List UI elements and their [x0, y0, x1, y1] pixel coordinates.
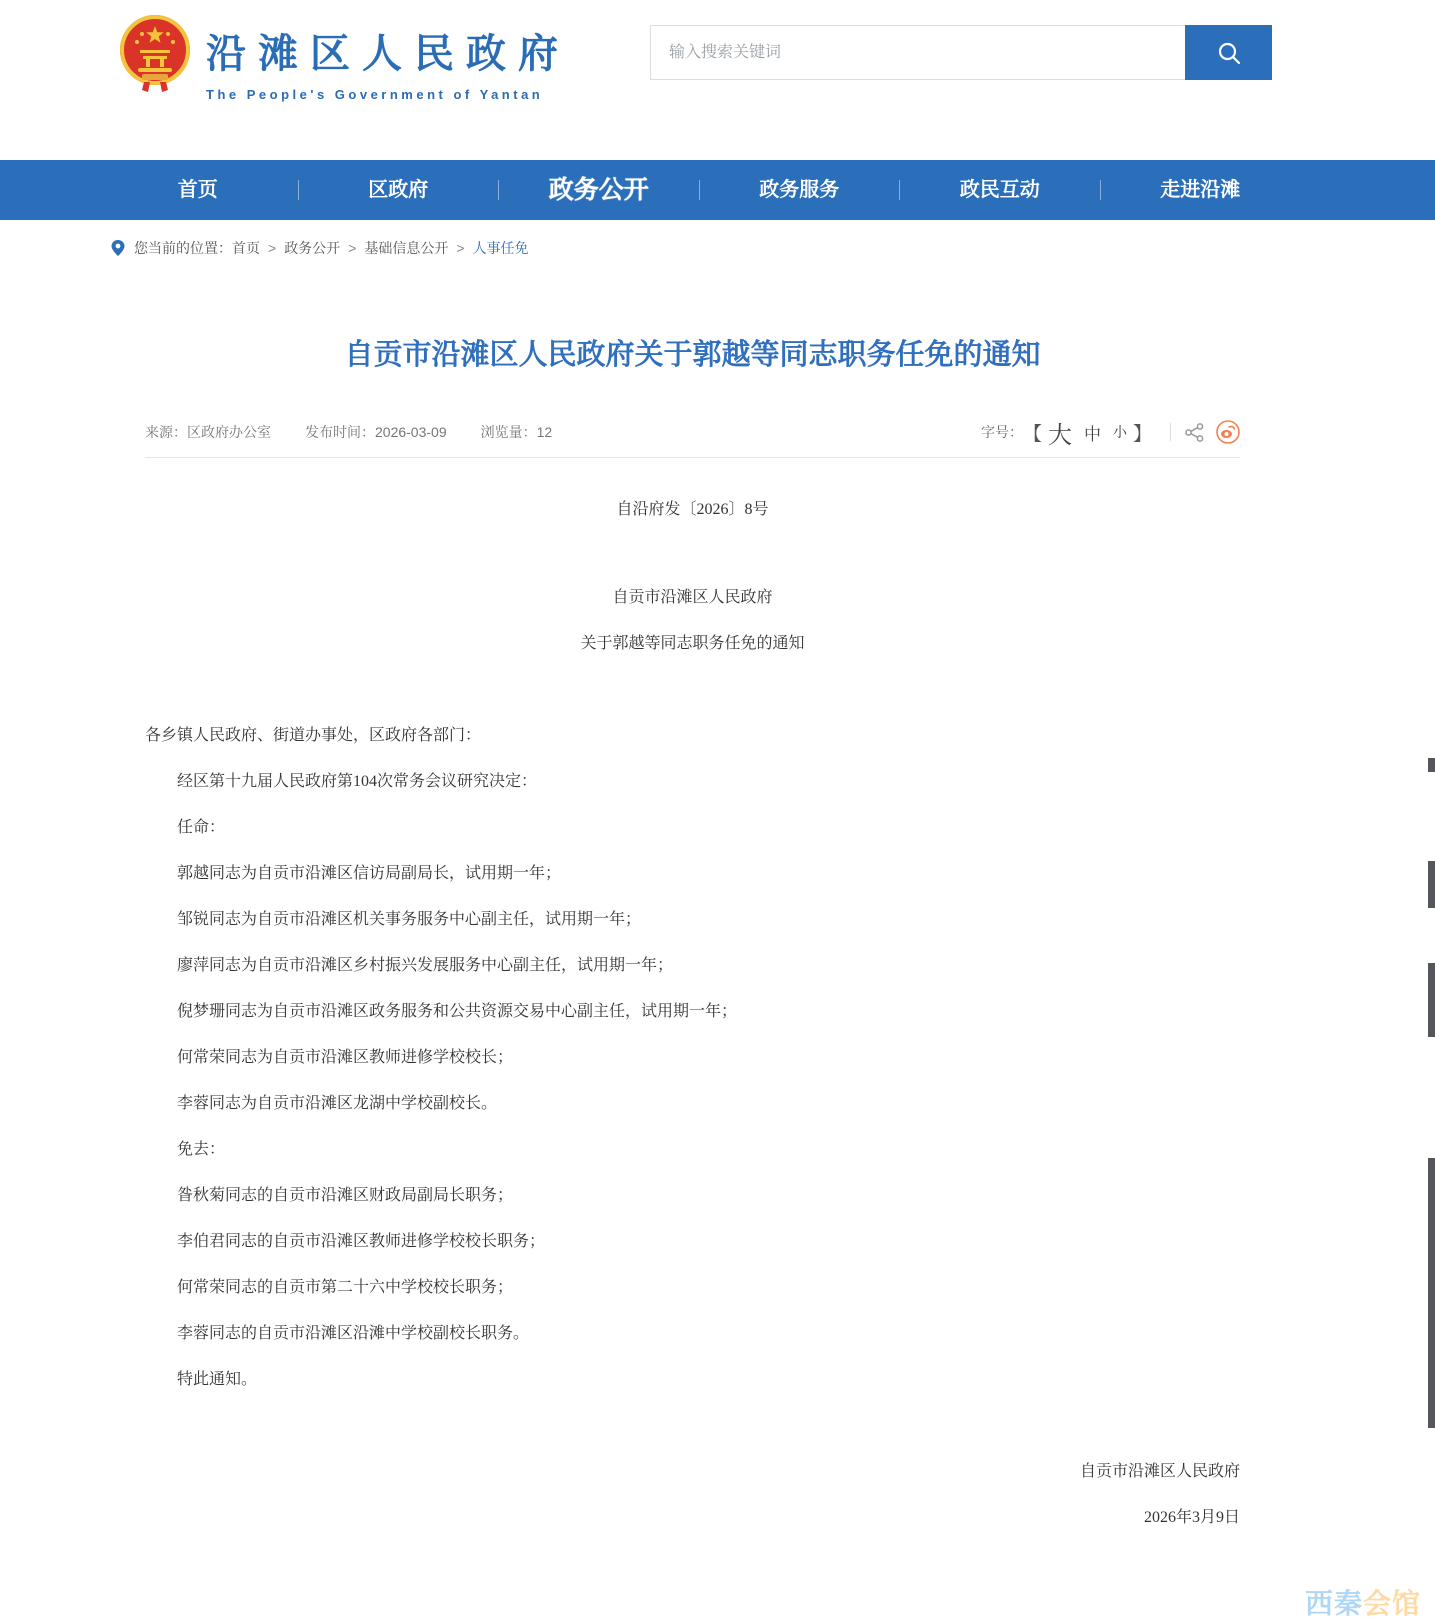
site-watermark — [1305, 1582, 1421, 1622]
weibo-icon[interactable] — [1216, 420, 1240, 444]
meta-divider — [1170, 423, 1171, 441]
site-name-cn: 沿滩区人民政府 — [206, 31, 570, 76]
scrollbar-segment[interactable] — [1428, 1158, 1435, 1428]
breadcrumb-item-3[interactable] — [448, 238, 528, 258]
watermark-part-blue: 西秦 — [1304, 1588, 1363, 1619]
breadcrumb-label: 首页 — [232, 240, 260, 256]
national-emblem-icon — [118, 12, 192, 96]
scrollbar-segment[interactable] — [1428, 758, 1435, 772]
doc-paragraph: 免去： — [177, 1141, 226, 1158]
site-header — [0, 0, 1435, 160]
breadcrumb-item-0[interactable] — [232, 238, 260, 258]
meta-views: 浏览量：12 — [480, 424, 553, 440]
breadcrumb-label: 政务公开 — [284, 240, 341, 256]
font-size-small-button[interactable]: 小 — [1112, 424, 1127, 440]
document-body — [145, 500, 1240, 1416]
site-name-en: The People's Government of Yantan — [206, 87, 544, 102]
doc-paragraphs — [145, 726, 1240, 1390]
doc-paragraph: 倪梦珊同志为自贡市沿滩区政务服务和公共资源交易中心副主任，试用期一年； — [177, 1003, 738, 1020]
doc-paragraph: 李蓉同志为自贡市沿滩区龙湖中学校副校长。 — [177, 1095, 498, 1112]
doc-paragraph: 何常荣同志的自贡市第二十六中学校校长职务； — [177, 1279, 514, 1296]
meta-publish-time: 发布时间：2026-03-09 — [305, 424, 447, 440]
doc-paragraph: 各乡镇人民政府、街道办事处，区政府各部门： — [145, 727, 482, 744]
meta-source: 来源：区政府办公室 — [145, 424, 271, 440]
font-size-label: 字号： — [980, 424, 1023, 440]
breadcrumb-separator: > — [456, 240, 465, 256]
site-title — [206, 22, 570, 102]
article-meta — [145, 417, 1240, 447]
scrollbar-segment[interactable] — [1428, 861, 1435, 908]
search-button[interactable] — [1185, 25, 1272, 80]
meta-divider-rule — [145, 457, 1240, 458]
font-size-medium-button[interactable]: 中 — [1083, 424, 1101, 444]
watermark-part-orange: 会馆 — [1362, 1588, 1421, 1619]
doc-paragraph: 何常荣同志为自贡市沿滩区教师进修学校校长； — [177, 1049, 514, 1066]
doc-subtitle: 关于郭越等同志职务任免的通知 — [580, 635, 805, 652]
nav-item-3[interactable]: 政务服务 — [759, 179, 840, 201]
breadcrumb-label: 人事任免 — [472, 240, 529, 256]
doc-paragraph: 李蓉同志的自贡市沿滩区沿滩中学校副校长职务。 — [177, 1325, 530, 1342]
signature-date: 2026年3月9日 — [1143, 1509, 1240, 1526]
breadcrumb-separator: > — [268, 240, 277, 256]
signature-org: 自贡市沿滩区人民政府 — [1079, 1463, 1240, 1480]
doc-paragraph: 邹锐同志为自贡市沿滩区机关事务服务中心副主任，试用期一年； — [177, 911, 642, 928]
scrollbar-segment[interactable] — [1428, 963, 1435, 1037]
doc-paragraph: 昝秋菊同志的自贡市沿滩区财政局副局长职务； — [177, 1187, 514, 1204]
breadcrumb-item-1[interactable] — [260, 238, 340, 258]
meta-right — [981, 415, 1240, 450]
doc-paragraph: 李伯君同志的自贡市沿滩区教师进修学校校长职务； — [177, 1233, 546, 1250]
magnifier-icon — [1216, 40, 1242, 66]
breadcrumb-prefix: 您当前的位置： — [134, 240, 232, 256]
page-title: 自贡市沿滩区人民政府关于郭越等同志职务任免的通知 — [344, 339, 1041, 371]
search-bar — [650, 25, 1272, 80]
main-nav — [0, 160, 1435, 220]
doc-paragraph: 经区第十九届人民政府第104次常务会议研究决定： — [177, 773, 538, 790]
doc-paragraph: 郭越同志为自贡市沿滩区信访局副局长，试用期一年； — [177, 865, 562, 882]
search-input[interactable] — [650, 25, 1185, 80]
font-size-bracket-open: 【 — [1022, 423, 1042, 445]
breadcrumb — [110, 238, 529, 258]
signature-block — [145, 1462, 1240, 1528]
nav-item-1[interactable]: 区政府 — [368, 179, 429, 201]
nav-item-2[interactable]: 政务公开 — [548, 176, 649, 204]
doc-number: 自沿府发〔2026〕8号 — [616, 501, 769, 518]
font-size-bracket-close: 】 — [1132, 423, 1152, 445]
nav-item-0[interactable]: 首页 — [177, 179, 218, 201]
doc-paragraph: 特此通知。 — [177, 1371, 258, 1388]
nav-item-4[interactable]: 政民互动 — [959, 179, 1040, 201]
breadcrumb-separator: > — [348, 240, 357, 256]
doc-paragraph: 任命： — [177, 819, 226, 836]
doc-paragraph: 廖萍同志为自贡市沿滩区乡村振兴发展服务中心副主任，试用期一年； — [177, 957, 674, 974]
share-nodes-icon[interactable] — [1185, 423, 1204, 442]
breadcrumb-item-2[interactable] — [340, 238, 448, 258]
meta-left — [145, 422, 552, 442]
doc-issuing-org: 自贡市沿滩区人民政府 — [612, 589, 773, 606]
nav-item-5[interactable]: 走进沿滩 — [1160, 179, 1241, 201]
breadcrumb-items — [232, 238, 529, 258]
map-pin-icon — [110, 239, 126, 257]
breadcrumb-label: 基础信息公开 — [364, 240, 449, 256]
font-size-large-button[interactable]: 大 — [1047, 421, 1072, 449]
